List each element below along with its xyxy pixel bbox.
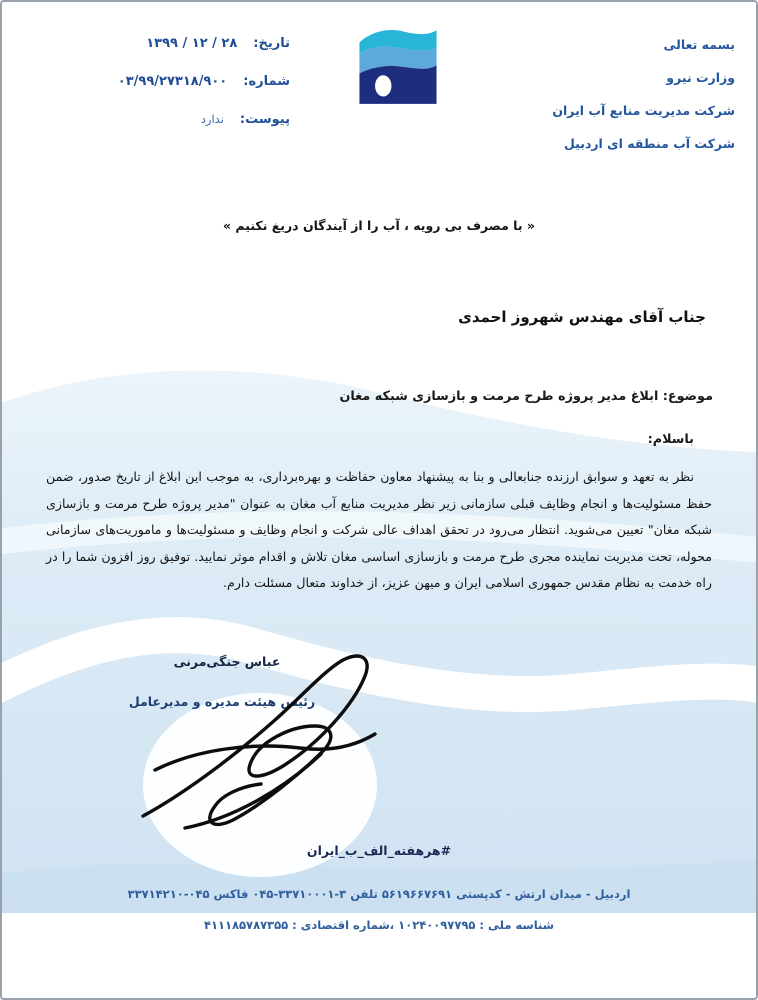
date-label: تاریخ: <box>253 36 290 51</box>
salutation: باسلام: <box>647 432 694 447</box>
water-company-logo-icon <box>357 26 439 108</box>
attachment-label: پیوست: <box>239 112 290 127</box>
date-value: ۱۳۹۹ / ۱۲ / ۲۸ <box>146 36 238 51</box>
footer-address-phone: اردبیل - میدان ارتش - کدپستی ۵۶۱۹۶۶۷۶۹۱ تلفن ۳-۳۳۷۱۰۰۰۱-۰۴۵ فاکس ۰۴۵-۳۳۷۱۴۲۱۰ <box>127 887 631 901</box>
number-label: شماره: <box>243 74 290 89</box>
attachment-row <box>201 112 290 127</box>
attachment-value: ندارد <box>200 112 224 126</box>
letterhead-block <box>552 28 735 160</box>
campaign-hashtag: #هرهفته_الف_ب_ایران <box>306 843 452 858</box>
recipient-name: جناب آقای مهندس شهروز احمدی <box>458 308 706 326</box>
footer-national-economic-ids: شناسه ملی : ۱۰۲۴۰۰۹۷۷۹۵ ،شماره اقتصادی : ۴۱۱۱۸۵۷۸۷۳۵۵ <box>203 918 555 932</box>
letterhead-line-regional-company: شرکت آب منطقه ای اردبیل <box>563 136 735 151</box>
letterhead-line-ministry: وزارت نیرو <box>666 70 735 85</box>
letterhead-line-parent-company: شرکت مدیریت منابع آب ایران <box>552 103 735 118</box>
water-conservation-slogan: « با مصرف بی رویه ، آب را از آیندگان دریغ نکنیم » <box>223 218 535 233</box>
handwritten-signature <box>125 648 390 833</box>
letterhead-line-basmala: بسمه تعالی <box>663 37 735 52</box>
letter-body: نظر به تعهد و سوابق ارزنده جنابعالی و بنا به پیشنهاد معاون حفاظت و بهره‌برداری، به موجب این ابلاغ از تاریخ صدور، ضمن حفظ مسئولیت‌ها و انجام وظایف قبلی سازمانی زیر نظر مدیریت منابع آب مغان به عنوان "مدیر پروژه طرح مرمت و بازسازی شبکه مغان" تعیین می‌شوید. انتظار می‌رود در تحقق اهداف عالی شرکت و انجام وظایف و مسئولیت‌ها و ماموریت‌های سازمانی محوله، تحت مدیریت نماینده مجری طرح مرمت و بازسازی اساسی مغان تلاش و اقدام موثر نمایید. توفیق روز افزون شما را در راه خدمت به نظام مقدس جمهوری اسلامی ایران و میهن عزیز، از خداوند متعال مسئلت دارم. <box>46 469 712 590</box>
signatory-name: عباس جنگی‌مرنی <box>173 654 281 669</box>
subject-line: موضوع: ابلاغ مدیر پروژه طرح مرمت و بازسازی شبکه مغان <box>339 389 713 404</box>
signatory-title: رئیس هیئت مدیره و مدیرعامل <box>128 694 316 709</box>
number-row <box>118 74 290 89</box>
date-row <box>146 36 290 51</box>
number-value: ۰۳/۹۹/۲۷۳۱۸/۹۰۰ <box>117 74 228 89</box>
